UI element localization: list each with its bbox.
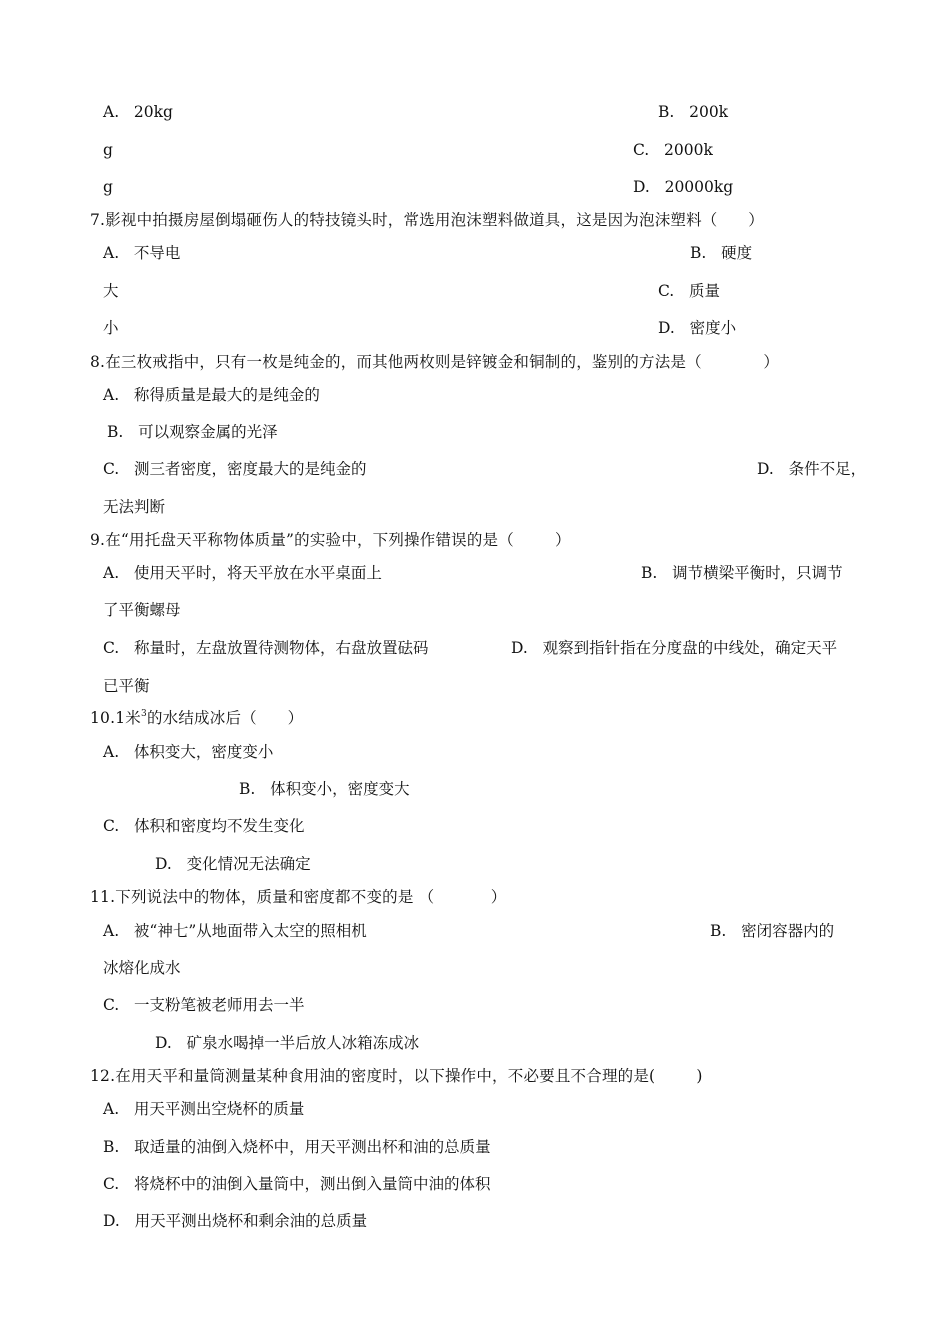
q12-option-a: A. 用天平测出空烧杯的质量 <box>103 1100 305 1118</box>
q9-option-a: A. 使用天平时，将天平放在水平桌面上 <box>103 564 382 582</box>
q7-option-c-wrap: 小 <box>103 319 119 337</box>
q9-option-d: D. 观察到指针指在分度盘的中线处，确定天平 <box>511 639 838 657</box>
q8-option-a: A. 称得质量是最大的是纯金的 <box>103 386 320 404</box>
q11-option-b: B. 密闭容器内的 <box>710 922 835 940</box>
q7-option-c: C. 质量 <box>658 282 721 300</box>
q10-stem-suffix: 的水结成冰后（ ） <box>146 709 304 727</box>
q10-stem-prefix: 10.1米 <box>90 709 142 727</box>
q6-option-c-wrap: g <box>103 178 113 196</box>
q8-option-b: B. 可以观察金属的光泽 <box>107 423 278 441</box>
q6-option-b-wrap: g <box>103 141 113 159</box>
q12-option-c: C. 将烧杯中的油倒入量筒中，测出倒入量筒中油的体积 <box>103 1175 491 1193</box>
q7-option-d: D. 密度小 <box>658 319 737 337</box>
q7-option-a: A. 不导电 <box>103 244 181 262</box>
q11-option-d: D. 矿泉水喝掉一半后放人冰箱冻成冰 <box>155 1034 420 1052</box>
q12-stem: 12.在用天平和量筒测量某种食用油的密度时，以下操作中，不必要且不合理的是( ) <box>90 1067 703 1085</box>
q8-option-d: D. 条件不足， <box>757 460 867 478</box>
q12-option-b: B. 取适量的油倒入烧杯中，用天平测出杯和油的总质量 <box>103 1138 491 1156</box>
q6-option-b: B. 200k <box>658 103 729 121</box>
q8-stem: 8.在三枚戒指中，只有一枚是纯金的，而其他两枚则是锌镀金和铜制的，鉴别的方法是（ ） <box>90 353 780 371</box>
q11-option-b-wrap: 冰熔化成水 <box>103 959 181 977</box>
q11-option-a: A. 被“神七”从地面带入太空的照相机 <box>103 922 367 940</box>
q10-stem-superscript: 3 <box>141 709 147 719</box>
q6-option-d: D. 20000kg <box>633 178 734 196</box>
q10-option-a: A. 体积变大，密度变小 <box>103 743 274 761</box>
q8-option-d-wrap: 无法判断 <box>103 498 166 516</box>
q9-stem: 9.在“用托盘天平称物体质量”的实验中，下列操作错误的是（ ） <box>90 531 571 549</box>
q11-option-c: C. 一支粉笔被老师用去一半 <box>103 996 305 1014</box>
q7-option-b: B. 硬度 <box>690 244 753 262</box>
q10-option-b: B. 体积变小，密度变大 <box>239 780 410 798</box>
q6-option-c: C. 2000k <box>633 141 713 159</box>
q9-option-c: C. 称量时，左盘放置待测物体，右盘放置砝码 <box>103 639 429 657</box>
q10-option-d: D. 变化情况无法确定 <box>155 855 311 873</box>
q7-stem: 7.影视中拍摄房屋倒塌砸伤人的特技镜头时，常选用泡沫塑料做道具，这是因为泡沫塑料（ ） <box>90 211 764 229</box>
q12-option-d: D. 用天平测出烧杯和剩余油的总质量 <box>103 1212 368 1230</box>
q7-option-b-wrap: 大 <box>103 282 119 300</box>
q6-option-a: A. 20kg <box>103 103 173 121</box>
q8-option-c: C. 测三者密度，密度最大的是纯金的 <box>103 460 367 478</box>
q11-stem: 11.下列说法中的物体，质量和密度都不变的是 （ ） <box>90 888 507 906</box>
q10-option-c: C. 体积和密度均不发生变化 <box>103 817 305 835</box>
q9-option-d-wrap: 已平衡 <box>103 677 150 695</box>
q9-option-b: B. 调节横梁平衡时，只调节 <box>641 564 843 582</box>
q9-option-b-wrap: 了平衡螺母 <box>103 601 181 619</box>
q10-stem <box>90 708 303 728</box>
